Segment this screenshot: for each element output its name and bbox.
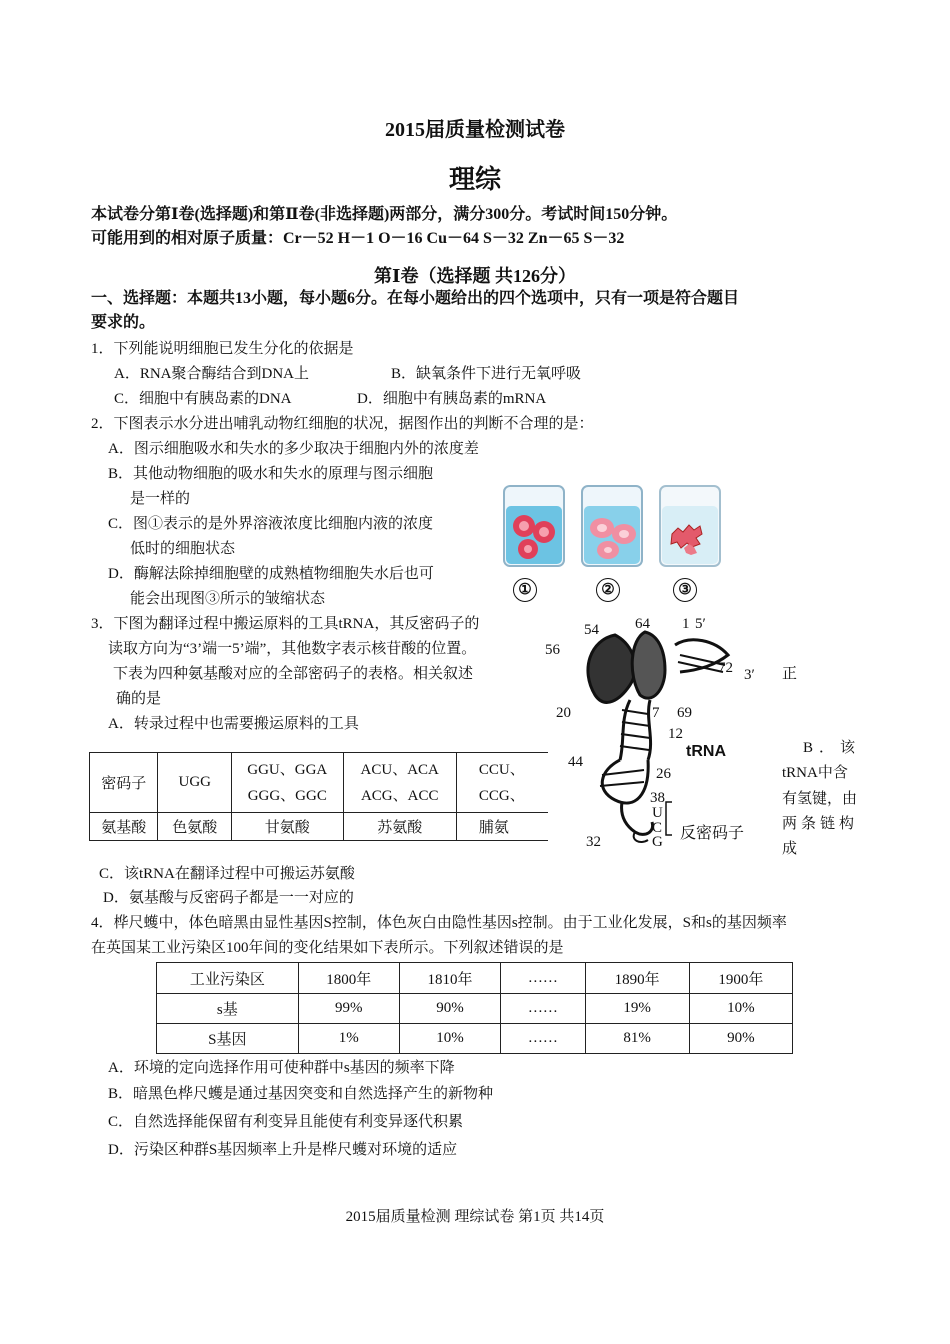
trna-label-5prime: 5′ [695, 616, 706, 632]
amino-acid-cell: 苏氨酸 [343, 813, 456, 841]
atomic-masses: 可能用到的相对原子质量：Cr－52 H－1 O－16 Cu－64 S－32 Zn－65 S－32 [91, 230, 625, 247]
exam-title: 2015届质量检测试卷 [385, 119, 565, 141]
q2-option-b: B．其他动物细胞的吸水和失水的原理与图示细胞 [108, 466, 434, 482]
gene-table-header-cell: …… [501, 963, 585, 994]
trna-label-56: 56 [545, 642, 560, 658]
q3-option-b-cont1: tRNA中含 [782, 765, 848, 781]
section-title: 第Ⅰ卷（选择题 共126分） [374, 266, 576, 286]
q2-option-c: C．图①表示的是外界溶液浓度比细胞内液的浓度 [108, 516, 434, 532]
q3-stem-line3: 下表为四种氨基酸对应的全部密码子的表格。相关叙述 [113, 666, 474, 682]
q3-stem-line1: 3．下图为翻译过程中搬运原料的工具tRNA，其反密码子的 [91, 616, 480, 632]
q4-option-b: B．暗黑色桦尺蠖是通过基因突变和自然选择产生的新物种 [108, 1086, 494, 1102]
codon-table-wrapper [88, 752, 548, 844]
gene-table-cell: 19% [585, 994, 689, 1024]
trna-label-7: 7 [652, 705, 660, 721]
q4-stem-line1: 4．桦尺蠖中，体色暗黑由显性基因S控制，体色灰白由隐性基因s控制。由于工业化发展，S和s的基因频率 [91, 915, 787, 931]
codon-cell: ACU、ACA ACG、ACC [343, 753, 456, 813]
q3-option-a: A．转录过程中也需要搬运原料的工具 [108, 716, 359, 732]
trna-label-name: tRNA [686, 743, 726, 760]
q2-option-b-cont: 是一样的 [130, 491, 191, 507]
trna-label-32: 32 [586, 834, 601, 850]
exam-subject: 理综 [448, 165, 501, 194]
gene-table-cell: 90% [689, 1024, 792, 1054]
trna-figure [540, 610, 780, 855]
q4-option-a: A．环境的定向选择作用可使种群中s基因的频率下降 [108, 1060, 455, 1076]
q3-stem-line4: 确的是 [116, 691, 162, 707]
gene-table-header-cell: 1810年 [399, 963, 500, 994]
trna-base-g: G [652, 834, 663, 850]
trna-label-26: 26 [656, 766, 671, 782]
trna-label-72: 72 [718, 660, 733, 676]
beaker-1-swollen-cells [498, 482, 570, 568]
gene-frequency-table [156, 962, 793, 1054]
gene-table-cell: S基因 [157, 1024, 299, 1054]
q2-option-c-cont: 低时的细胞状态 [130, 541, 236, 557]
q1-option-d: D．细胞中有胰岛素的mRNA [357, 391, 547, 407]
codon-cell: CCU、 CCG、 [456, 753, 548, 813]
trna-base-c: C [652, 820, 663, 836]
trna-label-69: 69 [677, 705, 692, 721]
gene-table-cell: 10% [399, 1024, 500, 1054]
exam-intro: 本试卷分第Ⅰ卷(选择题)和第Ⅱ卷(非选择题)两部分，满分300分。考试时间150分钟。 [91, 206, 678, 223]
section-instruction-cont: 要求的。 [91, 314, 156, 331]
q3-stem-line2: 读取方向为“3’端一5’端”，其他数字表示核苷酸的位置。 [108, 641, 477, 657]
q3-option-d: D．氨基酸与反密码子都是一一对应的 [103, 890, 354, 906]
gene-table-header-cell: 工业污染区 [157, 963, 299, 994]
gene-table-cell: …… [501, 994, 585, 1024]
q1-stem: 1．下列能说明细胞已发生分化的依据是 [91, 341, 354, 357]
trna-label-1: 1 [682, 616, 690, 632]
q3-option-c: C．该tRNA在翻译过程中可搬运苏氨酸 [99, 866, 355, 882]
gene-table-cell: 10% [689, 994, 792, 1024]
gene-table-cell: s基 [157, 994, 299, 1024]
q3-option-b-cont4: 成 [782, 841, 798, 857]
trna-label-54: 54 [584, 622, 599, 638]
q2-option-a: A．图示细胞吸水和失水的多少取决于细胞内外的浓度差 [108, 441, 479, 457]
q4-option-c: C．自然选择能保留有利变异且能使有利变异逐代积累 [108, 1114, 464, 1130]
amino-acid-header: 氨基酸 [90, 813, 158, 841]
q1-option-c: C．细胞中有胰岛素的DNA [114, 391, 292, 407]
trna-label-44: 44 [568, 754, 583, 770]
beaker-2-normal-cells [576, 482, 648, 568]
figure-label-1: ① [513, 578, 537, 602]
codon-cell: GGU、GGA GGG、GGC [232, 753, 344, 813]
codon-header: 密码子 [90, 753, 158, 813]
codon-table [89, 752, 548, 841]
figure-label-3: ③ [673, 578, 697, 602]
figure-label-2: ② [596, 578, 620, 602]
gene-table-header-cell: 1900年 [689, 963, 792, 994]
gene-table-header-cell: 1800年 [298, 963, 399, 994]
gene-table-cell: …… [501, 1024, 585, 1054]
page-footer: 2015届质量检测 理综试卷 第1页 共14页 [345, 1209, 605, 1225]
gene-table-cell: 1% [298, 1024, 399, 1054]
trna-label-64: 64 [635, 616, 650, 632]
trna-label-38: 38 [650, 790, 665, 806]
trna-label-12: 12 [668, 726, 683, 742]
amino-acid-cell: 甘氨酸 [232, 813, 344, 841]
q3-option-b-cont2: 有氢键，由 [782, 791, 858, 807]
q2-option-d-cont: 能会出现图③所示的皱缩状态 [130, 591, 326, 607]
beaker-3-shrunken-cells [654, 482, 726, 568]
trna-label-20: 20 [556, 705, 571, 721]
trna-label-anticodon: 反密码子 [680, 825, 745, 842]
trna-base-u: U [652, 805, 663, 821]
q4-stem-line2: 在英国某工业污染区100年间的变化结果如下表所示。下列叙述错误的是 [91, 940, 564, 956]
trna-label-3prime: 3′ [744, 667, 755, 683]
q3-option-b-cont3: 两条链构 [782, 816, 859, 832]
q4-option-d: D．污染区种群S基因频率上升是桦尺蠖对环境的适应 [108, 1142, 458, 1158]
q2-stem: 2．下图表示水分进出哺乳动物红细胞的状况，据图作出的判断不合理的是： [91, 416, 594, 432]
gene-table-header-cell: 1890年 [585, 963, 689, 994]
q1-option-a: A．RNA聚合酶结合到DNA上 [114, 366, 310, 382]
gene-table-cell: 90% [399, 994, 500, 1024]
gene-table-cell: 81% [585, 1024, 689, 1054]
q1-option-b: B．缺氧条件下进行无氧呼吸 [391, 366, 582, 382]
amino-acid-cell: 色氨酸 [158, 813, 232, 841]
q3-option-b: B．该 [803, 740, 862, 756]
amino-acid-cell: 脯氨 [456, 813, 548, 841]
section-instruction: 一、选择题：本题共13小题，每小题6分。在每小题给出的四个选项中，只有一项是符合题目 [91, 290, 740, 307]
q2-option-d: D．酶解法除掉细胞壁的成熟植物细胞失水后也可 [108, 566, 434, 582]
q3-stem-line3-tail: 正 [782, 666, 798, 682]
codon-cell: UGG [158, 753, 232, 813]
gene-table-cell: 99% [298, 994, 399, 1024]
